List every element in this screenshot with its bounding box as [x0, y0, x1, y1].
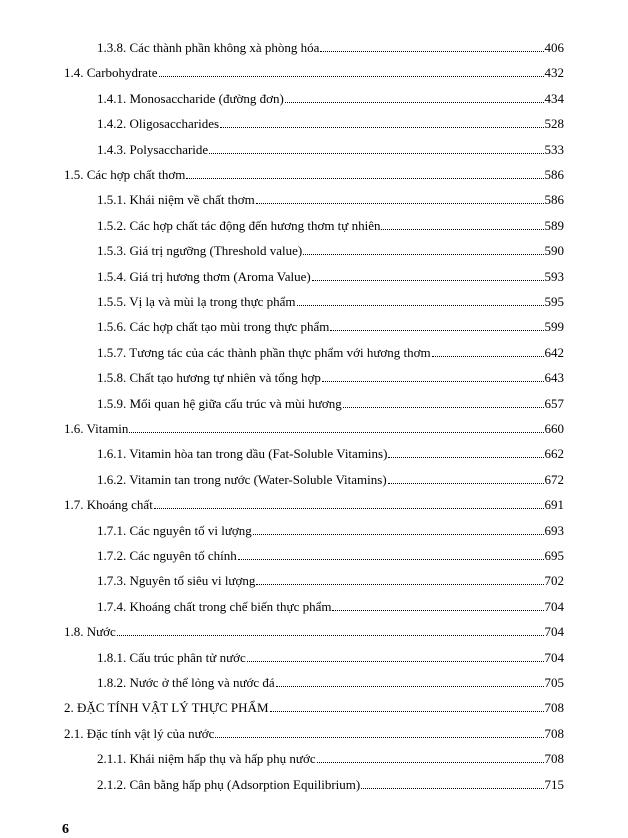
- toc-entry-page: 708: [544, 751, 564, 767]
- toc-entry-page: 691: [544, 497, 564, 513]
- toc-dot-leader: [361, 788, 543, 789]
- toc-entry-page: 642: [544, 344, 564, 360]
- toc-dot-leader: [320, 51, 543, 52]
- toc-entry-page: 672: [544, 471, 564, 487]
- toc-entry-page: 702: [544, 573, 564, 589]
- toc-entry[interactable]: [97, 188, 564, 208]
- toc-entry[interactable]: [64, 493, 564, 513]
- toc-entry-title: 1.4.2. Oligosaccharides: [97, 116, 220, 132]
- toc-entry-page: 662: [544, 446, 564, 462]
- toc-entry-title: 1.5.2. Các hợp chất tác động đến hương thơm tự nhiên: [97, 217, 381, 233]
- toc-entry-title: 1.4.3. Polysaccharide: [97, 141, 209, 157]
- toc-entry[interactable]: [97, 773, 564, 793]
- toc-entry-page: 586: [544, 167, 564, 182]
- toc-entry-title: 1.6. Vitamin: [64, 421, 129, 436]
- toc-dot-leader: [117, 635, 544, 636]
- toc-dot-leader: [253, 534, 544, 535]
- toc-entry[interactable]: [97, 112, 564, 132]
- toc-entry-title: 1.8.2. Nước ở thể lỏng và nước đá: [97, 675, 275, 690]
- toc-entry-page: 586: [544, 192, 564, 208]
- toc-dot-leader: [297, 305, 544, 306]
- toc-entry-title: 1.7.3. Nguyên tố siêu vi lượng: [97, 573, 256, 589]
- page-number: 6: [62, 822, 69, 837]
- toc-entry-title: 2. ĐẶC TÍNH VẬT LÝ THỰC PHẨM: [64, 700, 269, 716]
- toc-entry[interactable]: [64, 620, 564, 640]
- toc-entry-title: 2.1.1. Khái niệm hấp thụ và hấp phụ nước: [97, 751, 316, 767]
- toc-entry[interactable]: [97, 392, 564, 412]
- toc-entry-title: 1.5.8. Chất tạo hương tự nhiên và tổng hợp: [97, 370, 321, 386]
- toc-entry-title: 1.7.4. Khoáng chất trong chế biến thực phẩm: [97, 598, 332, 614]
- toc-entry-title: 1.6.2. Vitamin tan trong nước (Water-Soluble Vitamins): [97, 471, 387, 487]
- toc-entry-title: 1.5.9. Mối quan hệ giữa cấu trúc và mùi hương: [97, 395, 342, 411]
- toc-entry[interactable]: [64, 163, 564, 183]
- toc-entry-page: 434: [544, 90, 564, 106]
- toc-entry-page: 693: [544, 522, 564, 538]
- toc-dot-leader: [332, 610, 543, 611]
- toc-dot-leader: [129, 432, 543, 433]
- toc-dot-leader: [322, 381, 544, 382]
- toc-entry[interactable]: [64, 722, 564, 742]
- toc-entry-page: 590: [544, 243, 564, 259]
- toc-entry[interactable]: [97, 519, 564, 539]
- toc-entry[interactable]: [97, 646, 564, 666]
- toc-entry[interactable]: [64, 61, 564, 81]
- toc-entry[interactable]: [97, 36, 564, 56]
- toc-dot-leader: [270, 711, 544, 712]
- toc-entry[interactable]: [97, 265, 564, 285]
- toc-entry-page: 593: [544, 268, 564, 284]
- toc-entry-page: 708: [544, 700, 564, 716]
- toc-entry[interactable]: [97, 366, 564, 386]
- toc-entry-title: 1.3.8. Các thành phần không xà phòng hóa: [97, 40, 320, 55]
- toc-entry-title: 1.6.1. Vitamin hòa tan trong dầu (Fat-Soluble Vitamins): [97, 446, 388, 462]
- toc-entry-title: 1.5. Các hợp chất thơm: [64, 167, 186, 182]
- toc-entry[interactable]: [97, 569, 564, 589]
- toc-entry-title: 1.7. Khoáng chất: [64, 497, 153, 513]
- toc-dot-leader: [381, 229, 543, 230]
- toc-entry-title: 1.5.4. Giá trị hương thơm (Aroma Value): [97, 268, 311, 284]
- toc-dot-leader: [317, 762, 544, 763]
- toc-entry[interactable]: [97, 747, 564, 767]
- toc-entry-title: 1.4. Carbohydrate: [64, 65, 158, 81]
- toc-dot-leader: [256, 203, 544, 204]
- toc-entry-page: 704: [544, 649, 564, 665]
- toc-entry[interactable]: [97, 341, 564, 361]
- toc-entry[interactable]: [97, 468, 564, 488]
- toc-dot-leader: [186, 178, 543, 179]
- toc-entry-title: 1.5.7. Tương tác của các thành phần thực phẩm với hương thơm: [97, 344, 431, 360]
- toc-dot-leader: [285, 102, 544, 103]
- toc-entry[interactable]: [97, 544, 564, 564]
- toc-entry-page: 528: [544, 116, 564, 132]
- toc-dot-leader: [388, 457, 543, 458]
- toc-entry-title: 1.5.1. Khái niệm về chất thơm: [97, 192, 255, 208]
- toc-entry-page: 657: [544, 395, 564, 411]
- toc-dot-leader: [343, 407, 544, 408]
- toc-entry-page: 695: [544, 548, 564, 563]
- toc-entry-page: 708: [544, 725, 564, 741]
- toc-entry-page: 406: [544, 40, 564, 55]
- toc-entry-page: 432: [544, 65, 564, 81]
- toc-entry-title: 2.1. Đặc tính vật lý của nước: [64, 725, 215, 741]
- toc-entry-page: 705: [544, 675, 564, 690]
- toc-entry-page: 599: [544, 319, 564, 335]
- toc-entry-page: 715: [544, 776, 564, 792]
- toc-dot-leader: [330, 330, 543, 331]
- toc-entry[interactable]: [97, 290, 564, 310]
- toc-entry-page: 660: [544, 421, 564, 436]
- toc-entry[interactable]: [97, 315, 564, 335]
- toc-dot-leader: [238, 559, 544, 560]
- toc-entry-title: 1.4.1. Monosaccharide (đường đơn): [97, 90, 284, 106]
- toc-dot-leader: [276, 686, 544, 687]
- toc-entry-title: 1.5.3. Giá trị ngưỡng (Threshold value): [97, 243, 303, 259]
- toc-dot-leader: [215, 737, 543, 738]
- toc-entry-title: 1.7.1. Các nguyên tố vi lượng: [97, 522, 252, 538]
- toc-dot-leader: [256, 584, 543, 585]
- toc-dot-leader: [388, 483, 544, 484]
- toc-entry[interactable]: [64, 696, 564, 716]
- toc-entry-page: 704: [544, 598, 564, 614]
- toc-entry-page: 589: [544, 217, 564, 233]
- toc-entry[interactable]: [97, 87, 564, 107]
- toc-dot-leader: [220, 127, 543, 128]
- toc-dot-leader: [247, 661, 544, 662]
- toc-entry[interactable]: [97, 138, 564, 158]
- toc-entry-title: 1.7.2. Các nguyên tố chính: [97, 548, 237, 563]
- toc-dot-leader: [312, 280, 544, 281]
- toc-entry-title: 1.8. Nước: [64, 624, 116, 640]
- toc-dot-leader: [159, 76, 544, 77]
- toc-entry-page: 704: [544, 624, 564, 640]
- toc-entry-page: 643: [544, 370, 564, 386]
- toc-entry-title: 1.5.5. Vị lạ và mùi lạ trong thực phẩm: [97, 294, 296, 309]
- toc-entry[interactable]: [97, 442, 564, 462]
- toc-entry[interactable]: [97, 595, 564, 615]
- toc-entry-title: 1.5.6. Các hợp chất tạo mùi trong thực phẩm: [97, 319, 330, 335]
- toc-dot-leader: [154, 508, 544, 509]
- toc-entry-page: 595: [544, 294, 564, 309]
- toc-entry-title: 2.1.2. Cân bằng hấp phụ (Adsorption Equilibrium): [97, 776, 361, 792]
- toc-entry[interactable]: [64, 417, 564, 437]
- toc-entry-page: 533: [544, 141, 564, 157]
- toc-dot-leader: [209, 153, 543, 154]
- toc-entry[interactable]: [97, 671, 564, 691]
- toc-dot-leader: [303, 254, 543, 255]
- toc-entry-title: 1.8.1. Cấu trúc phân tử nước: [97, 649, 246, 665]
- toc-dot-leader: [432, 356, 544, 357]
- toc-entry[interactable]: [97, 214, 564, 234]
- toc-entry[interactable]: [97, 239, 564, 259]
